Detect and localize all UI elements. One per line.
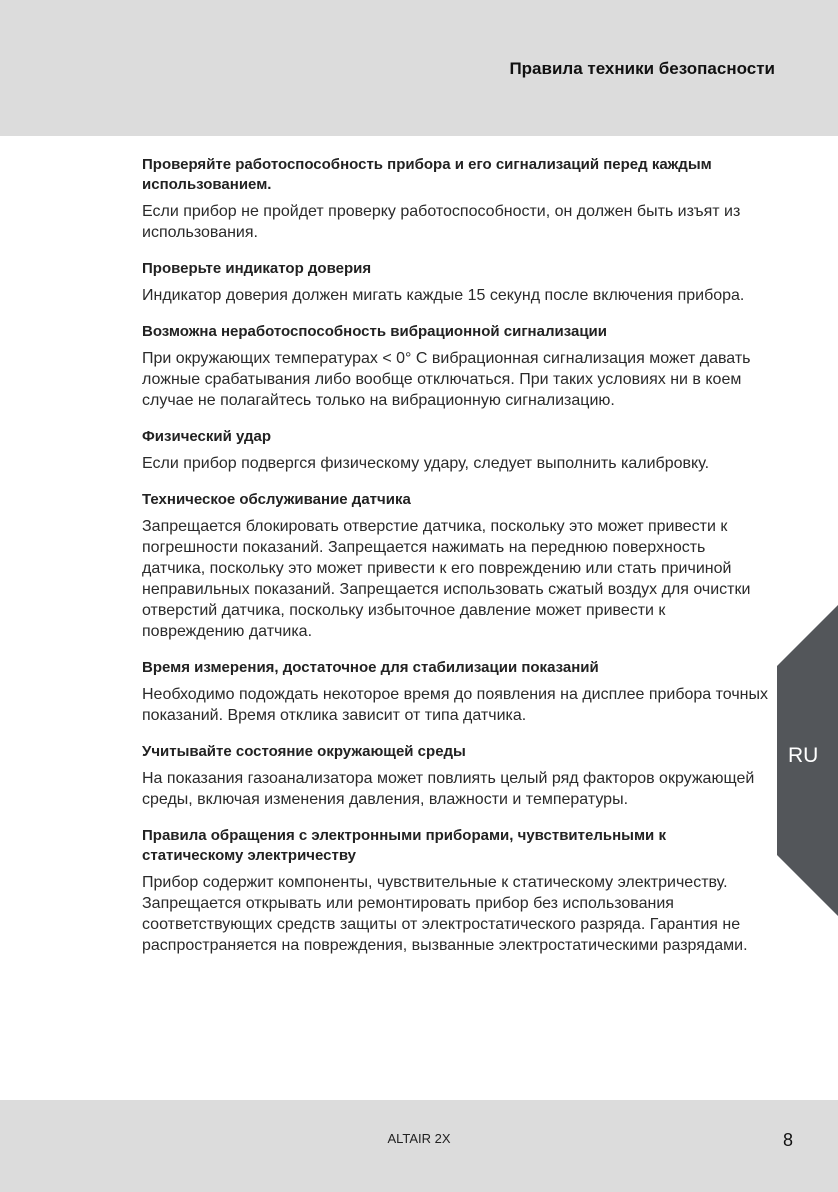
footer-model-name: ALTAIR 2X (387, 1131, 451, 1146)
safety-section (142, 490, 770, 642)
section-body: Если прибор подвергся физическому удару, следует выполнить калибровку. (142, 455, 710, 472)
safety-section (142, 259, 770, 306)
safety-section (142, 322, 770, 411)
footer-band (0, 1100, 838, 1192)
section-body: Если прибор не пройдет проверку работоспособности, он должен быть изъят из использования. (142, 203, 741, 241)
safety-section (142, 658, 770, 726)
section-heading: Возможна неработоспособность вибрационной сигнализации (142, 323, 607, 340)
section-heading: Техническое обслуживание датчика (142, 491, 411, 508)
section-body: Прибор содержит компоненты, чувствительные к статическому электричеству. Запрещается открывать или ремонтировать прибор без использования соответствующих средств защиты от электростатического разряда. Гарантия не распространяется на повреждения, вызванные электростатическими разрядами. (142, 874, 748, 954)
safety-content (142, 155, 770, 972)
page-title: Правила техники безопасности (509, 59, 775, 78)
safety-section (142, 826, 770, 956)
safety-section (142, 742, 770, 810)
section-body: Запрещается блокировать отверстие датчика, поскольку это может привести к погрешности показаний. Запрещается нажимать на переднюю поверхность датчика, поскольку это может привести к его повреждению или стать причиной неправильных показаний. Запрещается использовать сжатый воздух для очистки отверстий датчика, поскольку избыточное давление может привести к повреждению датчика. (142, 518, 751, 640)
section-heading: Проверьте индикатор доверия (142, 260, 372, 277)
safety-section (142, 155, 770, 243)
section-heading: Физический удар (142, 428, 272, 445)
safety-section (142, 427, 770, 474)
header-band (0, 0, 838, 136)
section-body: На показания газоанализатора может повлиять целый ряд факторов окружающей среды, включая изменения давления, влажности и температуры. (142, 770, 755, 808)
section-body: Необходимо подождать некоторое время до появления на дисплее прибора точных показаний. Время отклика зависит от типа датчика. (142, 686, 769, 724)
language-label: RU (788, 744, 819, 767)
section-heading: Правила обращения с электронными приборами, чувствительными к статическому электричеству (142, 827, 666, 864)
section-body: При окружающих температурах < 0° C вибрационная сигнализация может давать ложные срабатывания либо вообще отключаться. При таких условиях ни в коем случае не полагайтесь только на вибрационную сигнализацию. (142, 350, 751, 409)
section-heading: Учитывайте состояние окружающей среды (142, 743, 466, 760)
section-heading: Время измерения, достаточное для стабилизации показаний (142, 659, 599, 676)
section-body: Индикатор доверия должен мигать каждые 15 секунд после включения прибора. (142, 287, 745, 304)
section-heading: Проверяйте работоспособность прибора и его сигнализаций перед каждым использованием. (142, 156, 712, 193)
page-number: 8 (783, 1130, 794, 1150)
